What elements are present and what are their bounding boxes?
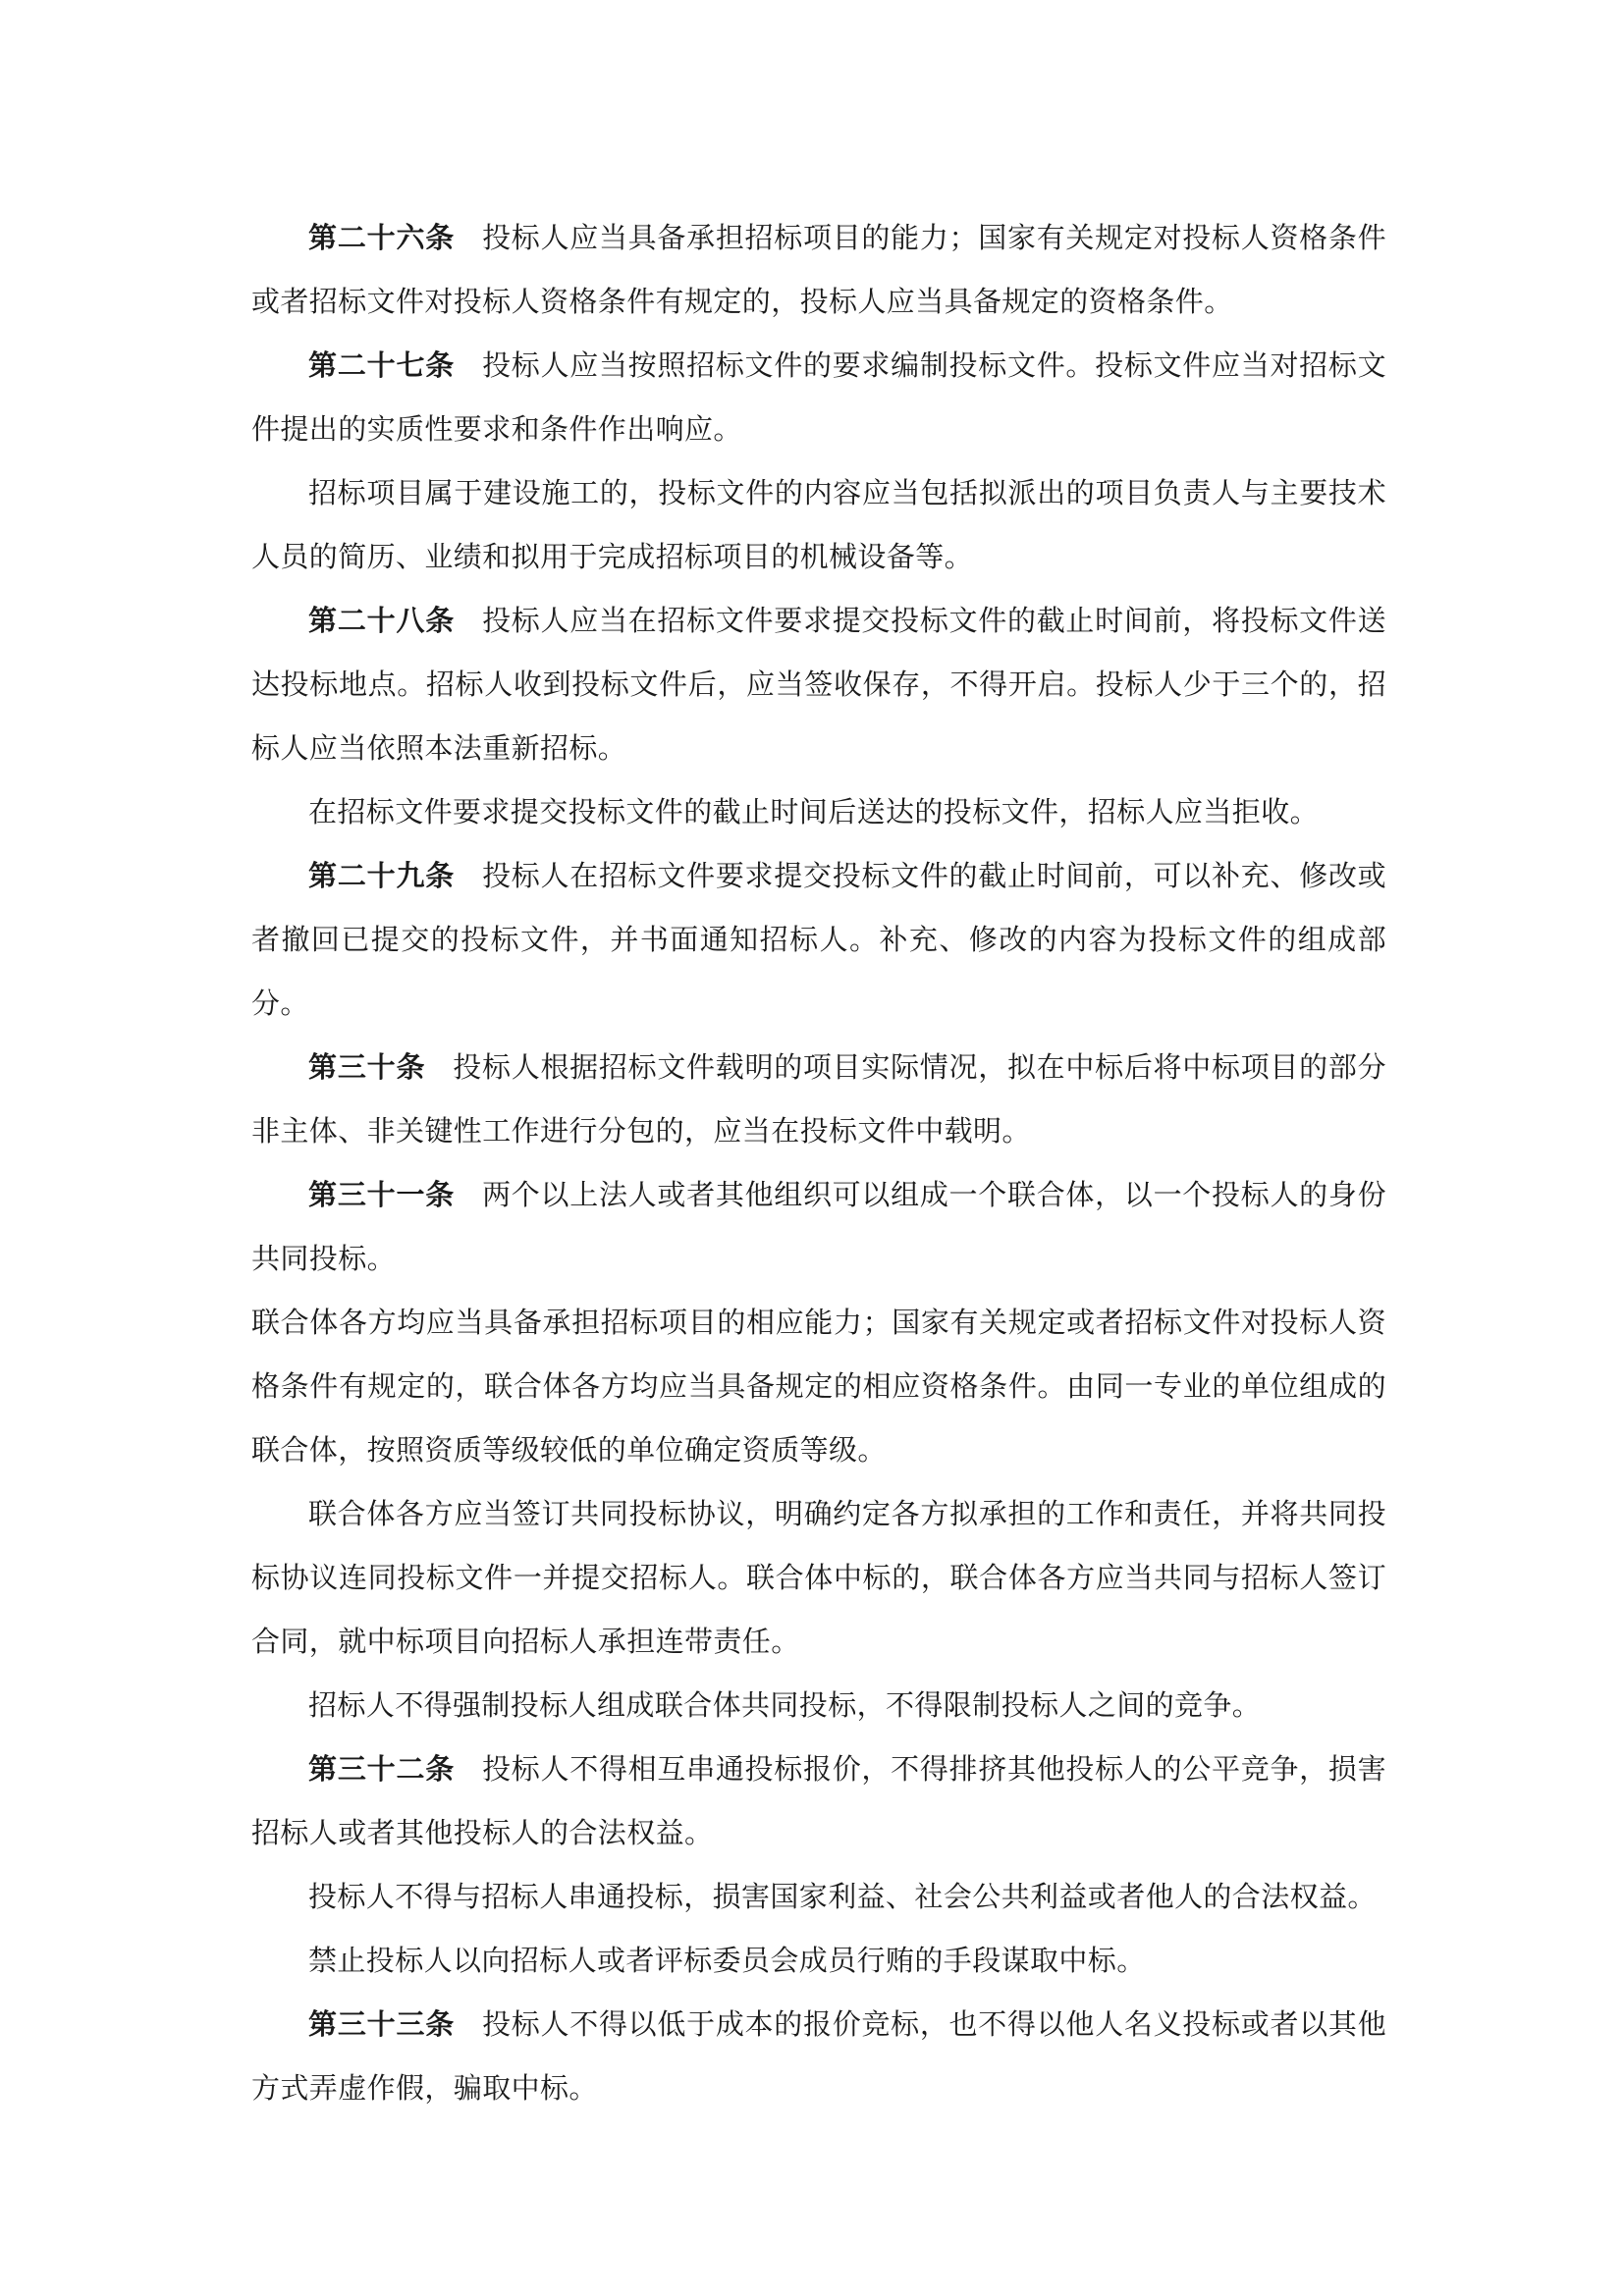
paragraph-text: 投标人在招标文件要求提交投标文件的截止时间前，可以补充、修改或者撤回已提交的投标文件，并书面通知招标人。补充、修改的内容为投标文件的组成部分。 [251,859,1386,1020]
article-number: 第三十条 [308,1050,426,1084]
article-number: 第二十八条 [308,604,456,637]
article-number: 第三十三条 [308,2007,456,2041]
article-number: 第二十六条 [308,221,456,254]
document-page [251,206,1386,2120]
article-number: 第三十二条 [308,1752,456,1786]
paragraph-text-block [251,1482,1386,1674]
paragraph-text: 联合体各方均应当具备承担招标项目的相应能力；国家有关规定或者招标文件对投标人资格条件有规定的，联合体各方均应当具备规定的相应资格条件。由同一专业的单位组成的联合体，按照资质等级较低的单位确定资质等级。 [251,1306,1386,1467]
paragraph-article-28 [251,589,1386,780]
paragraph-article-30 [251,1036,1386,1163]
paragraph-text: 两个以上法人或者其他组织可以组成一个联合体，以一个投标人的身份共同投标。 [251,1178,1386,1275]
paragraph-article-33 [251,1993,1386,2120]
paragraph-text: 投标人不得相互串通投标报价，不得排挤其他投标人的公平竞争，损害招标人或者其他投标人的合法权益。 [251,1752,1386,1849]
paragraph-text: 联合体各方应当签订共同投标协议，明确约定各方拟承担的工作和责任，并将共同投标协议连同投标文件一并提交招标人。联合体中标的，联合体各方应当共同与招标人签订合同，就中标项目向招标人承担连带责任。 [251,1497,1386,1658]
paragraph-article-26 [251,206,1386,334]
paragraph-article-29 [251,844,1386,1036]
paragraph-text: 招标项目属于建设施工的，投标文件的内容应当包括拟派出的项目负责人与主要技术人员的简历、业绩和拟用于完成招标项目的机械设备等。 [251,476,1386,573]
article-number: 第二十七条 [308,348,456,382]
article-number: 第三十一条 [308,1178,456,1211]
paragraph-text: 投标人不得以低于成本的报价竞标，也不得以他人名义投标或者以其他方式弄虚作假，骗取中标。 [251,2007,1386,2105]
paragraph-article-27 [251,334,1386,461]
paragraph-text: 投标人应当在招标文件要求提交投标文件的截止时间前，将投标文件送达投标地点。招标人收到投标文件后，应当签收保存，不得开启。投标人少于三个的，招标人应当依照本法重新招标。 [251,604,1386,765]
paragraph-text-block [251,1865,1386,1929]
paragraph-text-block [251,1674,1386,1737]
paragraph-text: 在招标文件要求提交投标文件的截止时间后送达的投标文件，招标人应当拒收。 [308,795,1320,828]
paragraph-article-31 [251,1163,1386,1291]
paragraph-text-block [251,780,1386,844]
paragraph-text: 投标人应当按照招标文件的要求编制投标文件。投标文件应当对招标文件提出的实质性要求和条件作出响应。 [251,348,1386,446]
paragraph-text: 投标人应当具备承担招标项目的能力；国家有关规定对投标人资格条件或者招标文件对投标人资格条件有规定的，投标人应当具备规定的资格条件。 [251,221,1386,318]
paragraph-text: 禁止投标人以向招标人或者评标委员会成员行贿的手段谋取中标。 [308,1944,1146,1977]
paragraph-article-32 [251,1737,1386,1865]
article-number: 第二十九条 [308,859,456,892]
paragraph-text-block [251,1291,1386,1482]
paragraph-text-block [251,461,1386,589]
paragraph-text: 投标人根据招标文件载明的项目实际情况，拟在中标后将中标项目的部分非主体、非关键性工作进行分包的，应当在投标文件中载明。 [251,1050,1386,1148]
paragraph-text: 投标人不得与招标人串通投标，损害国家利益、社会公共利益或者他人的合法权益。 [308,1880,1377,1913]
paragraph-text: 招标人不得强制投标人组成联合体共同投标，不得限制投标人之间的竞争。 [308,1688,1262,1722]
paragraph-text-block [251,1929,1386,1993]
